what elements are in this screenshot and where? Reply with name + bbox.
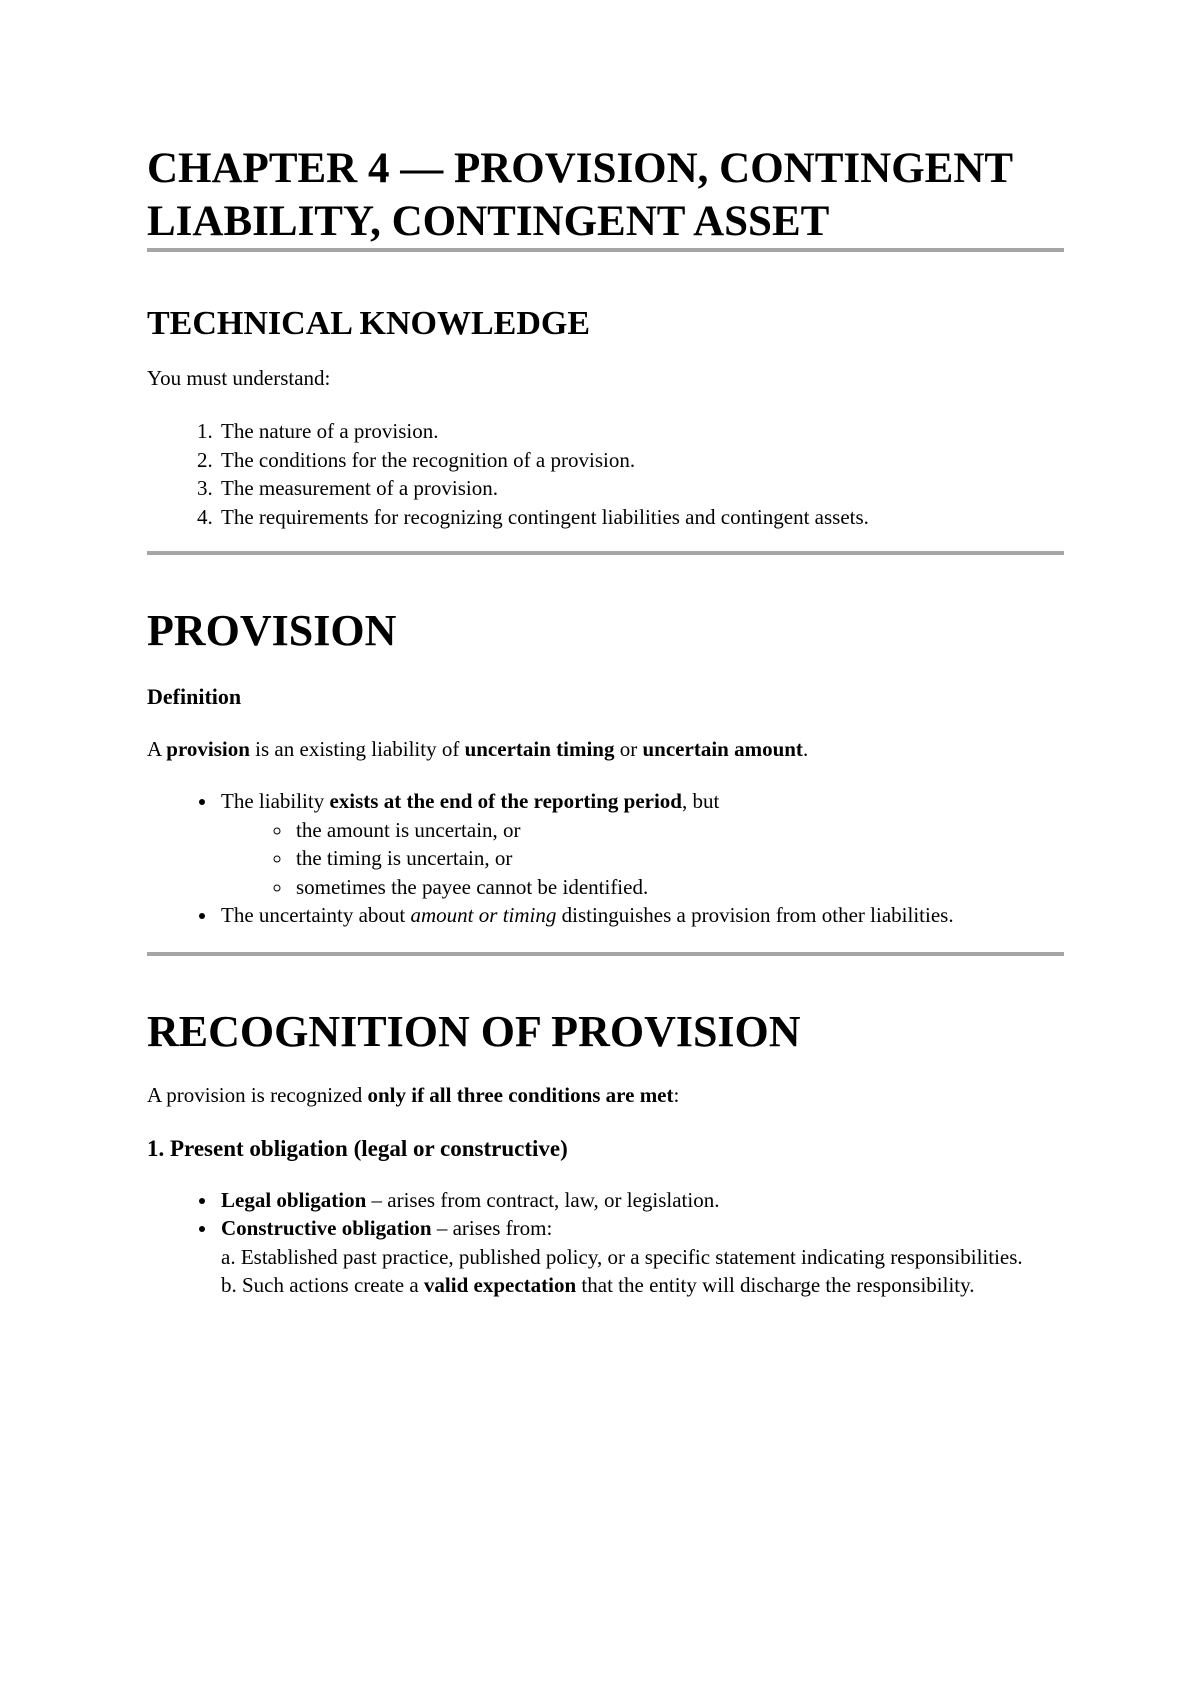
definition-heading: Definition — [147, 684, 242, 709]
list-item: 4. The requirements for recognizing contingent liabilities and contingent assets. — [218, 503, 1060, 532]
technical-intro: You must understand: — [147, 366, 331, 390]
constructive-line-b: b. Such actions create a valid expectation that the entity will discharge the responsibility. — [221, 1273, 975, 1297]
condition-1-heading: 1. Present obligation (legal or constructive) — [147, 1135, 568, 1161]
list-item: • The liability exists at the end of the reporting period, but ◦ the amount is uncertain, or ◦ the timing is uncertain, or ◦ sometimes the payee cannot be identified. — [218, 787, 1060, 901]
list-item: • Legal obligation – arises from contract, law, or legislation. — [218, 1186, 1060, 1215]
list-item: • The uncertainty about amount or timing distinguishes a provision from other liabilities. — [218, 901, 1060, 930]
list-item: 3. The measurement of a provision. — [218, 474, 1060, 503]
divider — [147, 248, 1064, 252]
provision-heading: PROVISION — [147, 606, 397, 655]
chapter-title: CHAPTER 4 — PROVISION, CONTINGENT LIABILITY, CONTINGENT ASSET — [147, 145, 1013, 245]
list-item: ◦ sometimes the payee cannot be identified. — [293, 873, 1060, 902]
list-item: ◦ the timing is uncertain, or — [293, 844, 1060, 873]
technical-list — [147, 417, 1060, 531]
sub-list — [221, 816, 1060, 902]
list-item: 1. The nature of a provision. — [218, 417, 1060, 446]
divider — [147, 952, 1064, 956]
technical-knowledge-heading: TECHNICAL KNOWLEDGE — [147, 305, 591, 342]
provision-bullets — [147, 787, 1060, 930]
list-item: ◦ the amount is uncertain, or — [293, 816, 1060, 845]
divider — [147, 551, 1064, 555]
list-item: 2. The conditions for the recognition of a provision. — [218, 446, 1060, 475]
constructive-line-a: a. Established past practice, published policy, or a specific statement indicating responsibilities. — [221, 1244, 1023, 1269]
recognition-intro: A provision is recognized only if all three conditions are met: — [147, 1082, 680, 1107]
obligation-bullets — [147, 1186, 1060, 1300]
provision-definition: A provision is an existing liability of uncertain timing or uncertain amount. — [147, 737, 809, 761]
list-item: • Constructive obligation – arises from: a. Established past practice, published policy, or a specific statement indicating responsibilities. b. Such actions create a valid expectation that the entity will discharge the responsibility. — [218, 1214, 1060, 1300]
recognition-heading: RECOGNITION OF PROVISION — [147, 1006, 801, 1056]
